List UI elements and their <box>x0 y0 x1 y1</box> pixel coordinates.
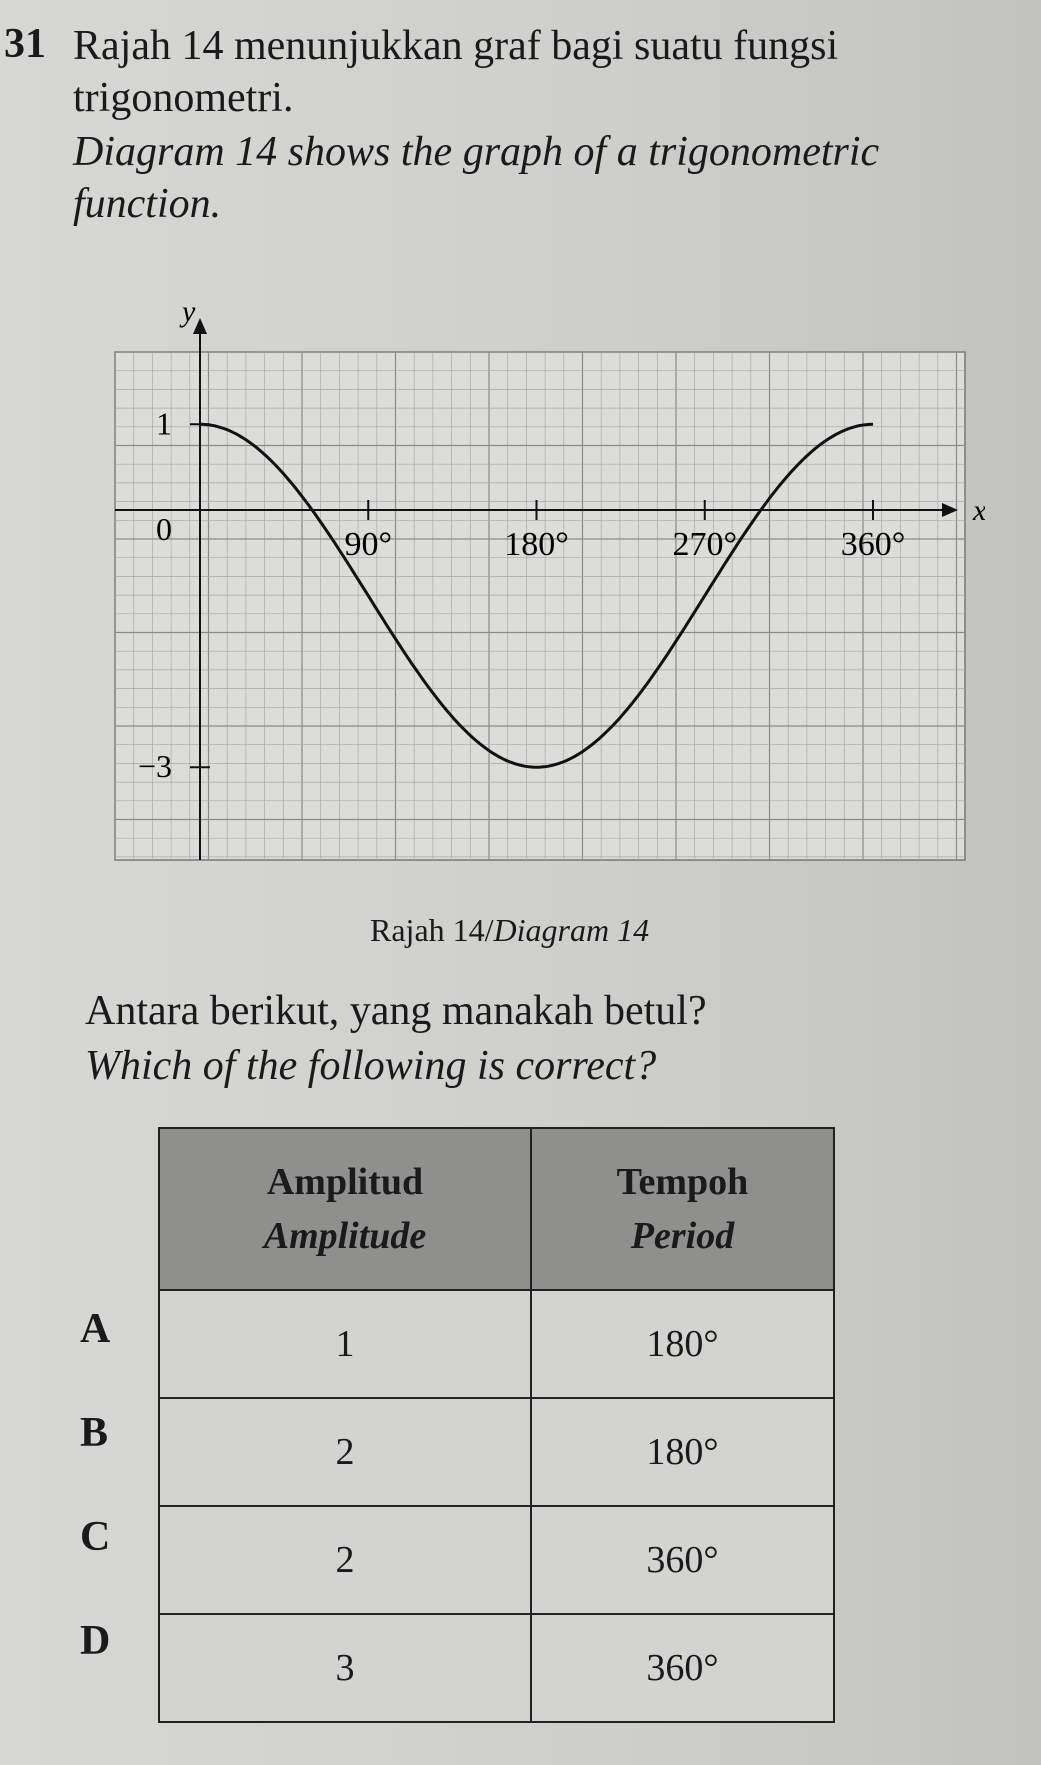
table-row[interactable] <box>159 1398 834 1506</box>
option-d-letter[interactable]: D <box>80 1618 111 1664</box>
option-c-period: 360° <box>531 1506 834 1614</box>
diagram-caption <box>370 912 649 949</box>
x-tick-label: 360° <box>840 526 906 563</box>
caption-english: Diagram 14 <box>493 912 650 948</box>
prompt-malay: Antara berikut, yang manakah betul? <box>85 988 707 1034</box>
option-b-letter[interactable]: B <box>80 1410 109 1456</box>
y-tick-label: 1 <box>156 405 172 442</box>
x-tick-label: 270° <box>672 526 738 563</box>
period-header <box>531 1128 834 1290</box>
table-header-row <box>159 1128 834 1290</box>
table-row[interactable] <box>159 1506 834 1614</box>
question-english-line1: Diagram 14 shows the graph of a trigonometric <box>73 129 880 175</box>
grid-background <box>115 352 965 860</box>
y-tick-label: 0 <box>156 511 172 547</box>
amplitude-header <box>159 1128 531 1290</box>
option-a-amplitude: 1 <box>159 1290 531 1398</box>
caption-malay: Rajah 14/ <box>370 912 494 948</box>
option-a-period: 180° <box>531 1290 834 1398</box>
option-a-letter[interactable]: A <box>80 1306 111 1352</box>
amplitude-header-english: Amplitude <box>263 1215 427 1257</box>
option-b-period: 180° <box>531 1398 834 1506</box>
y-axis-label: y <box>182 300 196 328</box>
x-tick-label: 90° <box>344 526 393 563</box>
period-header-english: Period <box>630 1215 735 1257</box>
table-row[interactable] <box>159 1614 834 1722</box>
period-header-malay: Tempoh <box>616 1161 749 1203</box>
y-tick-label: −3 <box>137 748 172 785</box>
trig-graph <box>105 300 985 880</box>
prompt-english: Which of the following is correct? <box>85 1043 657 1089</box>
option-d-period: 360° <box>531 1614 834 1722</box>
options-table <box>158 1127 835 1723</box>
x-tick-label: 180° <box>504 526 569 563</box>
option-d-amplitude: 3 <box>159 1614 531 1722</box>
question-number: 31 <box>4 21 46 67</box>
option-c-letter[interactable]: C <box>80 1514 111 1560</box>
trig-graph-svg <box>105 300 985 880</box>
question-malay-line2: trigonometri. <box>73 75 294 121</box>
x-axis-label: x <box>973 494 985 527</box>
amplitude-header-malay: Amplitud <box>266 1161 424 1203</box>
table-row[interactable] <box>159 1290 834 1398</box>
question-malay-line1: Rajah 14 menunjukkan graf bagi suatu fungsi <box>73 23 839 69</box>
option-c-amplitude: 2 <box>159 1506 531 1614</box>
question-english-line2: function. <box>73 181 222 227</box>
option-b-amplitude: 2 <box>159 1398 531 1506</box>
